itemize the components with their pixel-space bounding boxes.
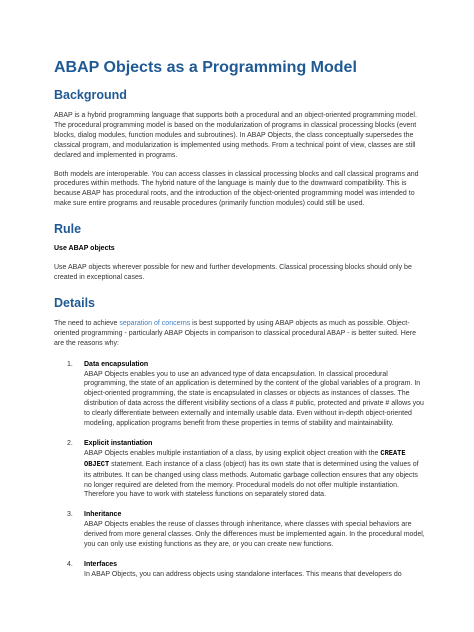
list-item [54, 439, 426, 500]
rule-label: Use ABAP objects [54, 245, 115, 253]
list-item-text-a: ABAP Objects enables multiple instantiation of a class, by using explicit object creation with the [84, 449, 381, 457]
document-content [54, 58, 426, 580]
details-intro-text-b: is best supported by using ABAP objects as much as possible. Object-oriented programming - particularly ABAP Objects in comparison to classical procedural ABAP - is better suited. Here are the reasons why: [54, 319, 416, 347]
list-item-number: 3. [67, 511, 73, 519]
list-item-number: 4. [67, 561, 73, 568]
list-item-title: Data encapsulation [84, 360, 149, 368]
list-item-number: 2. [67, 439, 73, 447]
list-item [54, 560, 426, 580]
details-intro-text-a: The need to achieve [54, 319, 120, 327]
page-title: ABAP Objects as a Programming Model [54, 59, 357, 76]
details-intro [54, 319, 426, 349]
list-item-number: 1. [67, 360, 73, 368]
separation-of-concerns-link[interactable]: separation of concerns [119, 319, 191, 327]
list-item-text: ABAP Objects enables you to use an advanced type of data encapsulation. In classical procedural programming, the state of an application is determined by the content of the global variables of a program. In object-oriented programming, the state is encapsulated in classes or objects as instances of classes. The distribution of data across the different visibility sections of a class # public, protected and private # allows you to clearly differentiate between externally and internally usable data. Even without in-depth object-oriented modeling, application programs benefit from these properties in terms of stability and maintainability. [84, 370, 424, 428]
list-item [54, 360, 426, 429]
list-item [54, 510, 426, 550]
background-paragraph-1: ABAP is a hybrid programming language that supports both a procedural and an object-oriented programming model. The procedural programming model is based on the modularization of programs in classical processing blocks (event blocks, dialog modules, function modules and subroutines). In ABAP Objects, the class conceptually supersedes the classical program, and modularization is implemented using methods. From a technical point of view, classes are still declared and implemented in programs. [54, 112, 417, 159]
list-item-text [84, 449, 426, 501]
list-item-title: Inheritance [84, 511, 122, 519]
create-object-code: CREATE OBJECT [84, 449, 406, 469]
list-item-text: In ABAP Objects, you can address objects using standalone interfaces. This means that developers do [84, 570, 402, 578]
list-item-title: Explicit instantiation [84, 439, 153, 447]
background-paragraph-2: Both models are interoperable. You can access classes in classical processing blocks and call classical programs and procedures within methods. The hybrid nature of the language is mainly due to the downward compatibility. This is because ABAP has procedural roots, and the introduction of the object-oriented programming model was intended to make sure entire programs and reusable procedures (primarily function modules) could still be used. [54, 170, 419, 208]
background-heading: Background [54, 88, 127, 102]
reasons-list [54, 360, 426, 580]
details-heading: Details [54, 295, 95, 310]
list-item-title: Interfaces [84, 561, 118, 568]
rule-heading: Rule [54, 222, 82, 237]
list-item-text: ABAP Objects enables the reuse of classes through inheritance, where classes with special behaviors are derived from more general classes. Only the differences must be implemented again. In the procedural model, you can only use existing functions as they are, or you can create new functions. [84, 521, 425, 549]
list-item-text-b: statement. Each instance of a class (object) has its own state that is determined using the values of its attributes. It can be changed using class methods. Automatic garbage collection ensures that any objects no longer required are deleted from the memory. Procedural models do not offer multiple instantiation. Therefore you have to work with stateless functions on separately stored data. [84, 460, 419, 499]
rule-paragraph: Use ABAP objects wherever possible for new and further developments. Classical processing blocks should only be created in exceptional cases. [54, 264, 412, 281]
